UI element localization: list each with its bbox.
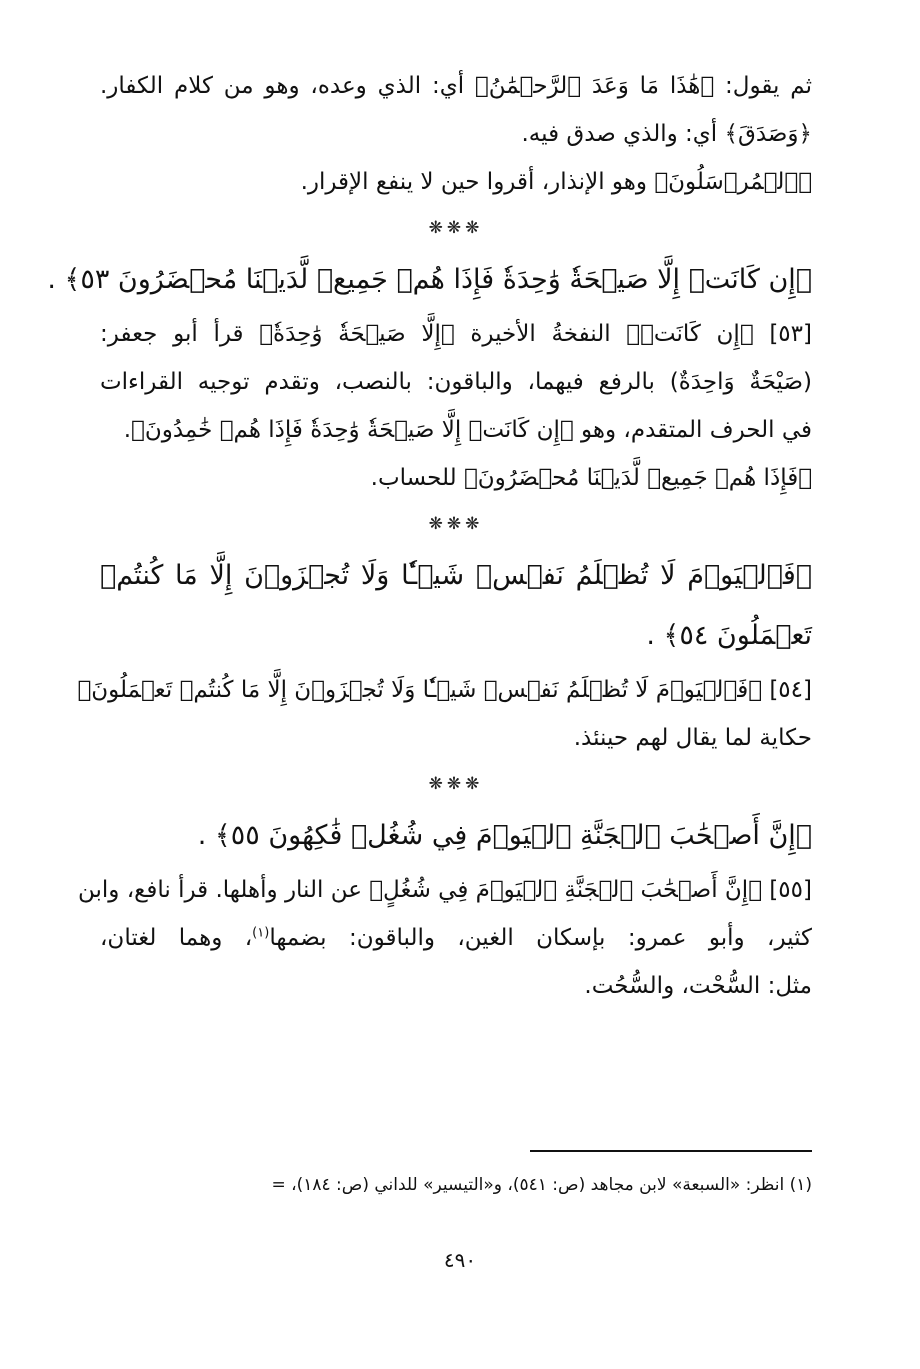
text-line: ﴿ٱلۡمُرۡسَلُونَ﴾ وهو الإنذار، أقروا حين لا ينفع الإقرار.	[300, 169, 812, 195]
tafsir-line: ﴿فَإِذَا هُمۡ جَمِيعٞ لَّدَيۡنَا مُحۡضَرُونَ﴾ للحساب.	[370, 465, 812, 491]
page-number: ٤٩٠	[443, 1248, 477, 1272]
quran-verse-53: ﴿إِن كَانَتۡ إِلَّا صَيۡحَةٗ وَٰحِدَةٗ فَإِذَا هُمۡ جَمِيعٞ لَّدَيۡنَا مُحۡضَرُونَ ٥٣﴾ .	[47, 264, 812, 295]
quran-verse-54-cont: تَعۡمَلُونَ ٥٤﴾ .	[646, 620, 812, 651]
text-line: ﴿وَصَدَقَ﴾ أي: والذي صدق فيه.	[521, 121, 812, 147]
text-line: ثم يقول: ﴿هَٰذَا مَا وَعَدَ ٱلرَّحۡمَٰنُ﴾ أي: الذي وعده، وهو من كلام الكفار.	[100, 73, 812, 99]
section-separator: ❋❋❋	[428, 774, 484, 794]
footnote-divider	[530, 1150, 812, 1152]
tafsir-line	[100, 914, 812, 962]
quran-verse-55: ﴿إِنَّ أَصۡحَٰبَ ٱلۡجَنَّةِ ٱلۡيَوۡمَ فِي شُغُلٖ فَٰكِهُونَ ٥٥﴾ .	[197, 820, 812, 851]
tafsir-line: [٥٣] ﴿إِن كَانَتۡ﴾ النفخةُ الأخيرة ﴿إِلَّا صَيۡحَةٗ وَٰحِدَةٗ﴾ قرأ أبو جعفر:	[100, 321, 812, 347]
tafsir-line: مثل: السُّحْت، والسُّحُت.	[584, 973, 812, 999]
tafsir-line: في الحرف المتقدم، وهو ﴿إِن كَانَتۡ إِلَّا صَيۡحَةٗ وَٰحِدَةٗ فَإِذَا هُمۡ خَٰمِدُونَ﴾.	[123, 417, 812, 443]
tafsir-text: ، وهما لغتان،	[100, 925, 253, 951]
section-separator: ❋❋❋	[428, 218, 484, 238]
page-body	[47, 62, 812, 1010]
tafsir-line: (صَيْحَةٌ وَاحِدَةٌ) بالرفع فيهما، والباقون: بالنصب، وتقدم توجيه القراءات	[100, 369, 812, 395]
footnote-marker[interactable]: (١)	[252, 925, 270, 941]
section-separator: ❋❋❋	[428, 514, 484, 534]
tafsir-text: كثير، وأبو عمرو: بإسكان الغين، والباقون: بضمها	[269, 925, 812, 951]
tafsir-line: [٥٥] ﴿إِنَّ أَصۡحَٰبَ ٱلۡجَنَّةِ ٱلۡيَوۡمَ فِي شُغُلٍ﴾ عن النار وأهلها. قرأ نافع، وابن	[77, 877, 812, 903]
quran-verse-54: ﴿فَٱلۡيَوۡمَ لَا تُظۡلَمُ نَفۡسٞ شَيۡـٔٗا وَلَا تُجۡزَوۡنَ إِلَّا مَا كُنتُمۡ	[100, 560, 812, 591]
tafsir-line: [٥٤] ﴿فَٱلۡيَوۡمَ لَا تُظۡلَمُ نَفۡسٞ شَيۡـٔٗا وَلَا تُجۡزَوۡنَ إِلَّا مَا كُنتُمۡ تَعۡمَلُونَ﴾	[77, 677, 812, 703]
footnote: (١) انظر: «السبعة» لابن مجاهد (ص: ٥٤١)، و«التيسير» للداني (ص: ١٨٤)، =	[271, 1175, 812, 1195]
tafsir-line: حكاية لما يقال لهم حينئذ.	[573, 725, 812, 751]
